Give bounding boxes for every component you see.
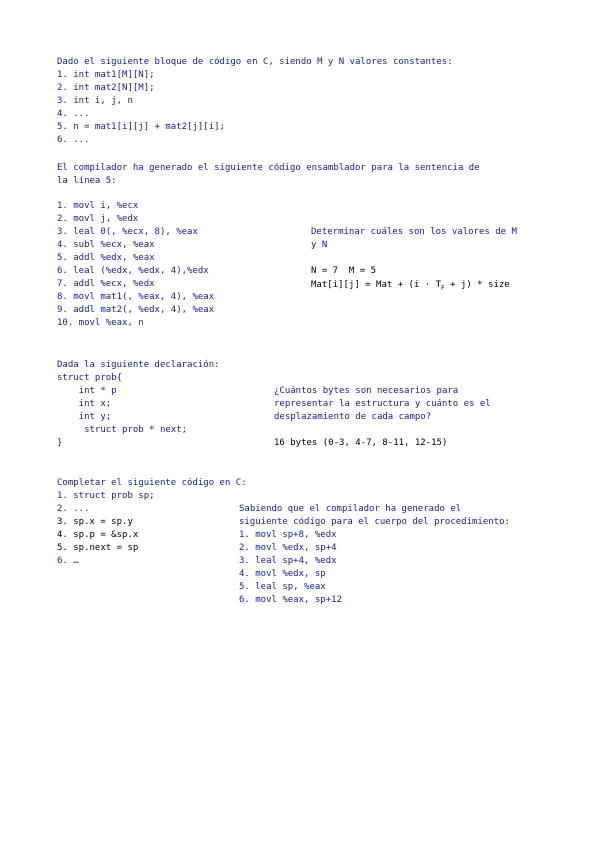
code-line: 1. int mat1[M][N]; xyxy=(57,70,155,80)
asm-line: 3. leal 0(, %ecx, 8), %eax xyxy=(57,227,198,237)
asm-line: 6. movl %eax, sp+12 xyxy=(239,595,342,605)
asm-line: 4. subl %ecx, %eax xyxy=(57,240,155,250)
question-text: y N xyxy=(311,240,328,250)
formula-subscript: F xyxy=(441,284,445,292)
asm-line: 2. movl j, %edx xyxy=(57,214,139,224)
asm-line: 10. movl %eax, n xyxy=(57,318,144,328)
asm-line: 1. movl sp+8, %edx xyxy=(239,530,337,540)
code-line: 2. int mat2[N][M]; xyxy=(57,83,155,93)
asm-line: 6. leal (%edx, %edx, 4),%edx xyxy=(57,266,209,276)
section4-intro: Completar el siguiente código en C: xyxy=(57,478,247,488)
asm-line: 4. movl %edx, sp xyxy=(239,569,326,579)
code-line: 1. struct prob sp; xyxy=(57,491,155,501)
note-text: Sabiendo que el compilador ha generado el xyxy=(239,504,462,514)
answer-text: N = 7 M = 5 xyxy=(311,266,377,276)
asm-line: 1. movl i, %ecx xyxy=(57,201,139,211)
section3-intro: Dada la siguiente declaración: xyxy=(57,360,220,370)
code-line: 5. sp.next = sp xyxy=(57,543,139,553)
asm-line: 5. addl %edx, %eax xyxy=(57,253,155,263)
code-line: 4. ... xyxy=(57,109,90,119)
code-line: 2. ... xyxy=(57,504,90,514)
struct-line: } xyxy=(57,438,63,448)
question-text: representar la estructura y cuánto es el xyxy=(274,399,491,409)
section2-intro: la línea 5: xyxy=(57,176,117,186)
code-line: 6. … xyxy=(57,556,79,566)
note-text: siguiente código para el cuerpo del procedimiento: xyxy=(239,517,510,527)
section1-intro: Dado el siguiente bloque de código en C, siendo M y N valores constantes: xyxy=(57,57,453,67)
struct-line: struct prob * next; xyxy=(57,425,188,435)
question-text: Determinar cuáles son los valores de M xyxy=(311,227,517,237)
asm-line: 9. addl mat2(, %edx, 4), %eax xyxy=(57,305,215,315)
formula-tail: + j) * size xyxy=(444,280,510,290)
code-line: 6. ... xyxy=(57,135,90,145)
answer-text: 16 bytes (0-3, 4-7, 8-11, 12-15) xyxy=(274,438,448,448)
formula-main: Mat[i][j] = Mat + (i · T xyxy=(311,280,442,290)
asm-line: 3. leal sp+4, %edx xyxy=(239,556,337,566)
question-text: desplazamiento de cada campo? xyxy=(274,412,432,422)
asm-line: 2. movl %edx, sp+4 xyxy=(239,543,337,553)
struct-line: int x; xyxy=(57,399,112,409)
asm-line: 8. movl mat1(, %eax, 4), %eax xyxy=(57,292,215,302)
question-text: ¿Cuántos bytes son necesarios para xyxy=(274,386,459,396)
section2-intro: El compilador ha generado el siguiente código ensamblador para la sentencia de xyxy=(57,163,480,173)
code-line: 3. sp.x = sp.y xyxy=(57,517,133,527)
struct-line: int y; xyxy=(57,412,112,422)
code-line: 5. n = mat1[i][j] + mat2[j][i]; xyxy=(57,122,225,132)
struct-line: int * p xyxy=(57,386,117,396)
asm-line: 7. addl %ecx, %edx xyxy=(57,279,155,289)
code-line: 3. int i, j, n xyxy=(57,96,133,106)
struct-line: struct prob{ xyxy=(57,373,123,383)
code-line: 4. sp.p = &sp.x xyxy=(57,530,139,540)
asm-line: 5. leal sp, %eax xyxy=(239,582,326,592)
formula-text xyxy=(311,279,510,295)
